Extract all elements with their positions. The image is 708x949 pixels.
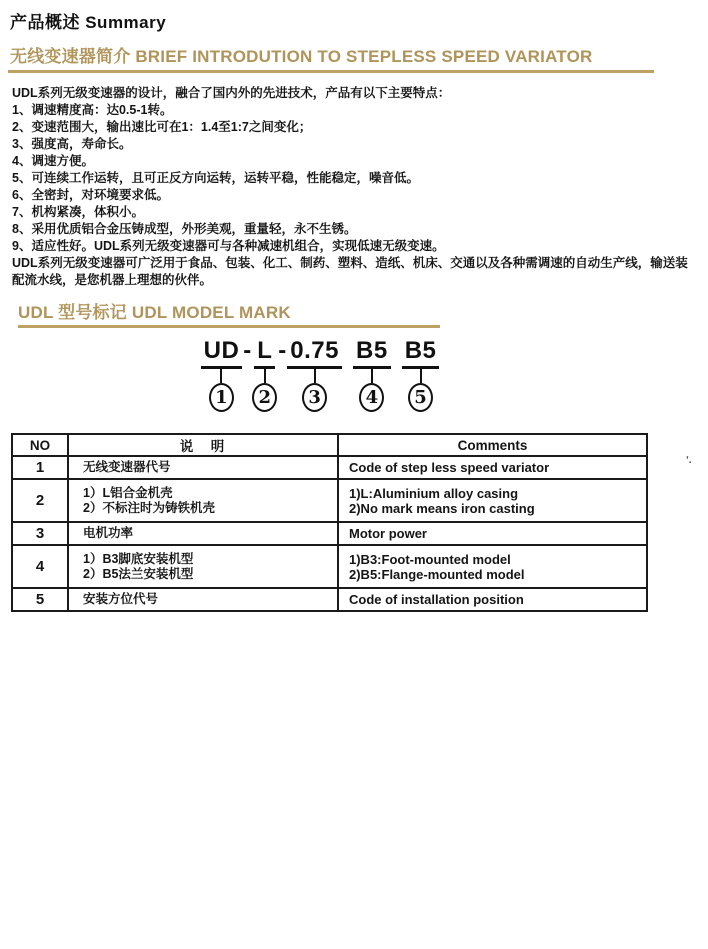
model-mark-table <box>11 433 648 612</box>
cell-comments <box>338 456 647 479</box>
model-segment <box>252 337 277 412</box>
description-line: 2）B5法兰安装机型 <box>83 566 194 581</box>
feature-item: 7、机构紧凑，体积小。 <box>12 205 144 219</box>
model-separator: - <box>243 337 252 364</box>
circled-number: 1 <box>209 383 234 412</box>
model-segment-text: 0.75 <box>287 337 342 369</box>
section2-heading: UDL 型号标记 UDL MODEL MARK <box>18 303 291 322</box>
feature-list <box>0 102 708 255</box>
model-mark-row <box>201 337 440 412</box>
header-comments: Comments <box>338 434 647 456</box>
comment-line: 1)B3:Foot-mounted model <box>349 551 511 567</box>
section1-heading: 无线变速器简介 BRIEF INTRODUTION TO STEPLESS SPEED VARIATOR <box>10 47 593 66</box>
model-segment-text: UD <box>201 337 243 369</box>
feature-item: 1、调速精度高：达0.5-1转。 <box>12 103 173 117</box>
model-segment <box>201 337 243 412</box>
cell-no: 4 <box>12 545 68 588</box>
feature-item: 9、适应性好。UDL系列无级变速器可与各种减速机组合，实现低速无级变速。 <box>12 239 445 253</box>
connector-line <box>371 369 373 383</box>
description-line: 安装方位代号 <box>83 592 159 606</box>
comment-line: 2)B5:Flange-mounted model <box>349 566 525 582</box>
feature-item: 5、可连续工作运转，且可正反方向运转，运转平稳，性能稳定，噪音低。 <box>12 171 419 185</box>
circled-number: 4 <box>359 383 384 412</box>
cell-no: 2 <box>12 479 68 522</box>
description-line: 电机功率 <box>83 526 134 540</box>
circled-number: 3 <box>302 383 327 412</box>
cell-description <box>68 588 338 611</box>
cell-comments <box>338 479 647 522</box>
model-segment <box>287 337 342 412</box>
feature-item: 4、调速方便。 <box>12 154 94 168</box>
comment-line: Code of installation position <box>349 592 524 607</box>
description-line: 无线变速器代号 <box>83 460 171 474</box>
table-row <box>12 522 647 545</box>
model-separator: - <box>278 337 287 364</box>
cell-description <box>68 479 338 522</box>
description-line: 2）不标注时为铸铁机壳 <box>83 500 215 515</box>
connector-line <box>220 369 222 383</box>
table-header-row <box>12 434 647 456</box>
header-no: NO <box>12 434 68 456</box>
feature-item: 6、全密封，对环境要求低。 <box>12 188 169 202</box>
cell-no: 1 <box>12 456 68 479</box>
table-row <box>12 456 647 479</box>
page-title: 产品概述 Summary <box>10 13 167 32</box>
section1-rule <box>8 70 654 73</box>
table-row <box>12 545 647 588</box>
comment-line: Motor power <box>349 526 427 541</box>
cell-no: 5 <box>12 588 68 611</box>
circled-number: 2 <box>252 383 277 412</box>
circled-number: 5 <box>408 383 433 412</box>
model-segment <box>402 337 440 412</box>
connector-line <box>314 369 316 383</box>
comment-line: 2)No mark means iron casting <box>349 500 535 516</box>
header-desc: 说 明 <box>68 434 338 456</box>
cell-comments <box>338 588 647 611</box>
connector-line <box>264 369 266 383</box>
cell-no: 3 <box>12 522 68 545</box>
comment-line: 1)L:Aluminium alloy casing <box>349 485 519 501</box>
table-row <box>12 588 647 611</box>
table-row <box>12 479 647 522</box>
feature-item: 2、变速范围大，输出速比可在1：1.4至1:7之间变化； <box>12 120 312 134</box>
feature-item: 8、采用优质铝合金压铸成型，外形美观，重量轻，永不生锈。 <box>12 222 357 236</box>
feature-item: 3、强度高，寿命长。 <box>12 137 132 151</box>
model-segment-text: B5 <box>402 337 440 369</box>
cell-comments <box>338 522 647 545</box>
closing-paragraph: UDL系列无级变速器可广泛用于食品、包装、化工、制药、塑料、造纸、机床、交通以及各种需调速的自动生产线，输送装配流水线，是您机器上理想的伙伴。 <box>12 256 688 287</box>
model-segment <box>353 337 391 412</box>
model-segment-text: B5 <box>353 337 391 369</box>
scan-artifact-mark: ʼ. <box>686 455 692 466</box>
intro-paragraph: UDL系列无级变速器的设计，融合了国内外的先进技术，产品有以下主要特点： <box>12 86 451 100</box>
section2-rule <box>18 325 440 328</box>
comment-line: Code of step less speed variator <box>349 460 550 475</box>
model-mark-diagram <box>0 337 708 412</box>
description-line: 1）L铝合金机壳 <box>83 485 173 500</box>
connector-line <box>420 369 422 383</box>
description-line: 1）B3脚底安装机型 <box>83 551 194 566</box>
cell-description <box>68 522 338 545</box>
cell-comments <box>338 545 647 588</box>
model-segment-text: L <box>254 337 275 369</box>
cell-description <box>68 545 338 588</box>
cell-description <box>68 456 338 479</box>
